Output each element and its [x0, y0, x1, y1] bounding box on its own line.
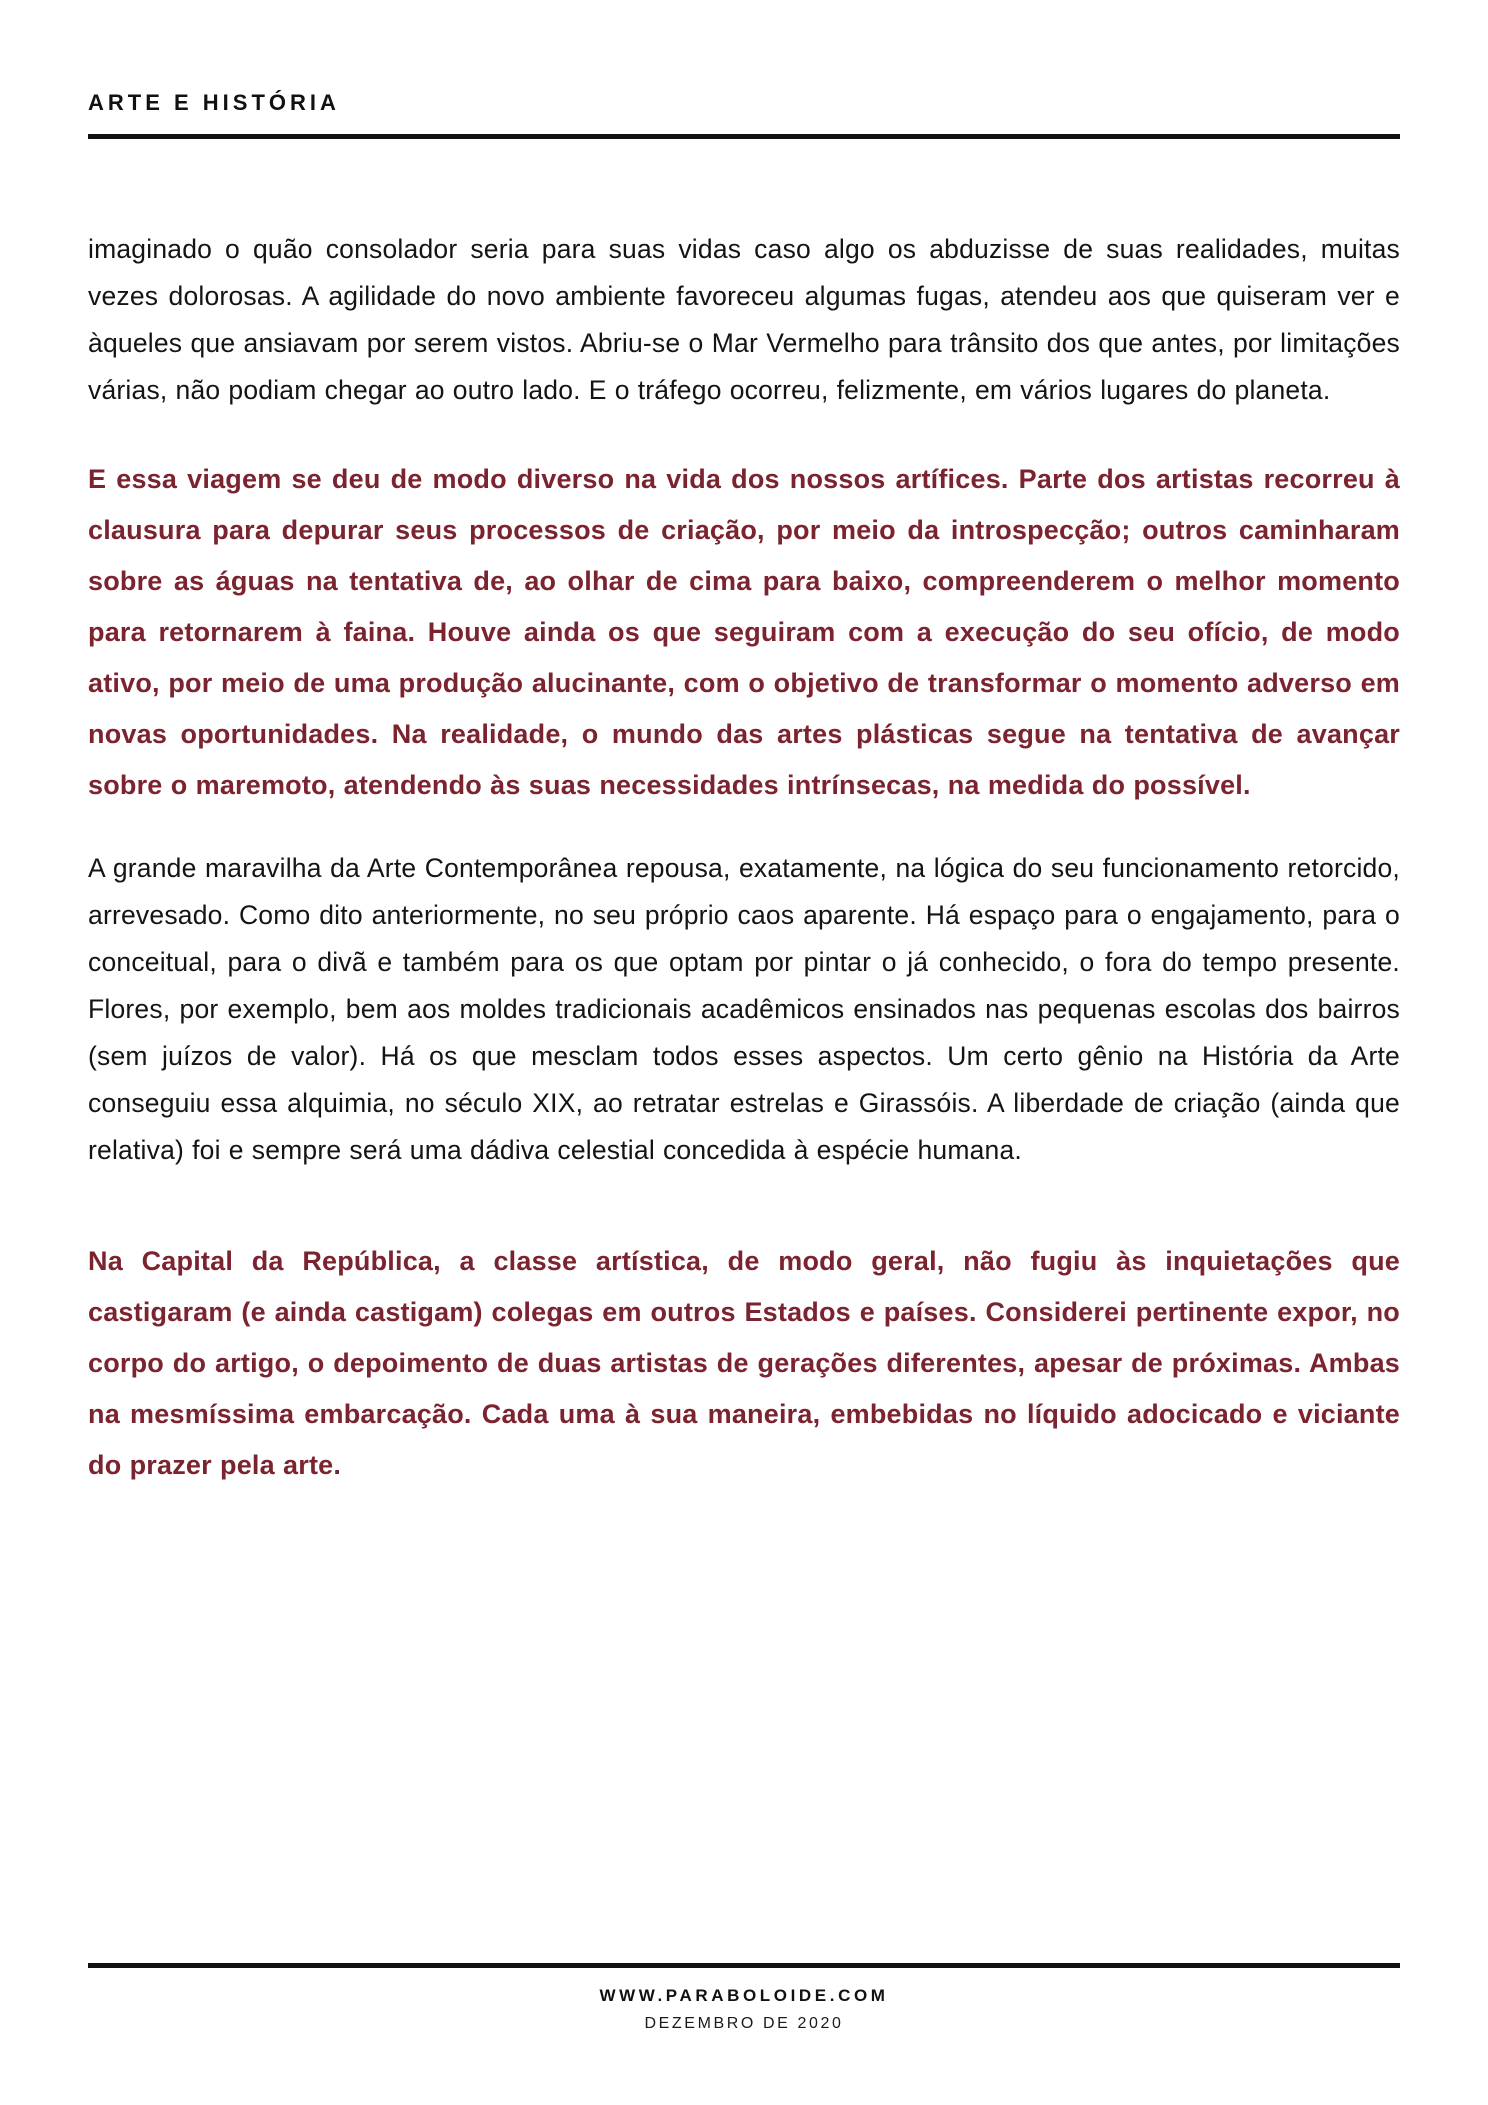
footer-website[interactable]: WWW.PARABOLOIDE.COM — [599, 1986, 889, 2005]
paragraph-4-highlight: Na Capital da República, a classe artística, de modo geral, não fugiu às inquietações que castigaram (e ainda castigam) colegas em outros Estados e países. Considerei pertinente expor, no corpo do artigo, o depoimento de duas artistas de gerações diferentes, apesar de próximas. Ambas na mesmíssima embarcação. Cada uma à sua maneira, embebidas no líquido adocicado e viciante do prazer pela arte. — [88, 1246, 1400, 1480]
page-header — [88, 92, 1400, 114]
paragraph-spacer — [88, 414, 1400, 454]
header-divider — [88, 134, 1400, 139]
paragraph-2-highlight: E essa viagem se deu de modo diverso na vida dos nossos artífices. Parte dos artistas recorreu à clausura para depurar seus processos de criação, por meio da introspecção; outros caminharam sobre as águas na tentativa de, ao olhar de cima para baixo, compreenderem o melhor momento para retornarem à faina. Houve ainda os que seguiram com a execução do seu ofício, de modo ativo, por meio de uma produção alucinante, com o objetivo de transformar o momento adverso em novas oportunidades. Na realidade, o mundo das artes plásticas segue na tentativa de avançar sobre o maremoto, atendendo às suas necessidades intrínsecas, na medida do possível. — [88, 464, 1400, 800]
paragraph-spacer — [88, 1174, 1400, 1236]
paragraph-3: A grande maravilha da Arte Contemporânea repousa, exatamente, na lógica do seu funcionamento retorcido, arrevesado. Como dito anteriormente, no seu próprio caos aparente. Há espaço para o engajamento, para o conceitual, para o divã e também para os que optam por pintar o já conhecido, o fora do tempo presente. Flores, por exemplo, bem aos moldes tradicionais acadêmicos ensinados nas pequenas escolas dos bairros (sem juízos de valor). Há os que mesclam todos esses aspectos. Um certo gênio na História da Arte conseguiu essa alquimia, no século XIX, ao retratar estrelas e Girassóis. A liberdade de criação (ainda que relativa) foi e sempre será uma dádiva celestial concedida à espécie humana. — [88, 853, 1400, 1165]
page-footer — [88, 1984, 1400, 2039]
footer-divider — [88, 1963, 1400, 1968]
paragraph-1: imaginado o quão consolador seria para suas vidas caso algo os abduzisse de suas realidades, muitas vezes dolorosas. A agilidade do novo ambiente favoreceu algumas fugas, atendeu aos que quiseram ver e àqueles que ansiavam por serem vistos. Abriu-se o Mar Vermelho para trânsito dos que antes, por limitações várias, não podiam chegar ao outro lado. E o tráfego ocorreu, felizmente, em vários lugares do planeta. — [88, 234, 1400, 405]
footer-issue-date: DEZEMBRO DE 2020 — [644, 2014, 844, 2032]
paragraph-spacer — [88, 811, 1400, 845]
article-body — [88, 226, 1400, 1491]
section-label: ARTE E HISTÓRIA — [88, 90, 340, 115]
